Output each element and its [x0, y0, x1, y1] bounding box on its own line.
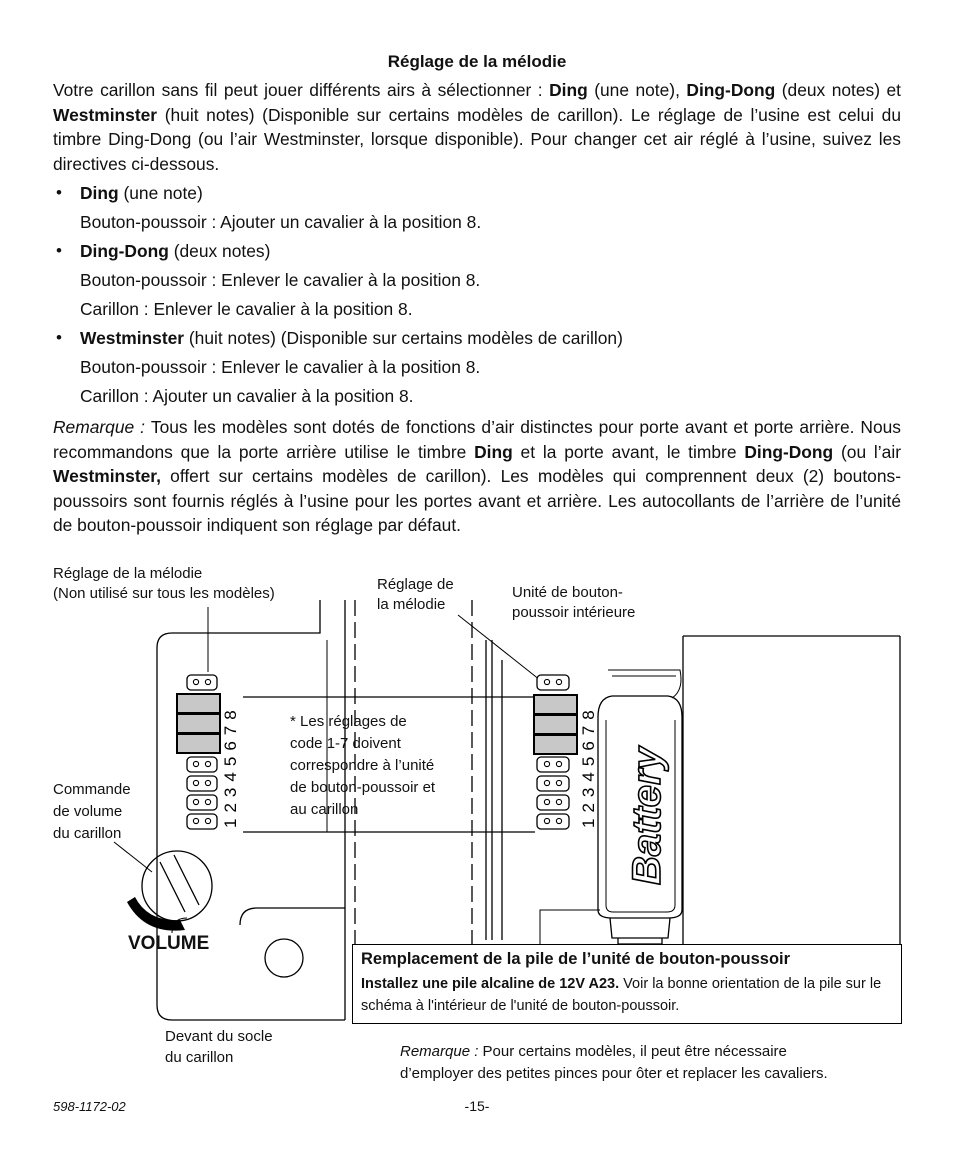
intro-paragraph: Votre carillon sans fil peut jouer différents airs à sélectionner : Ding (une note), Ding-Dong (deux notes) et Westminster (huit notes) (Disponible sur certains modèles de carillon). Le réglage de l’usine est celui du timbre Ding-Dong (ou l’air Westminster, lorsque disponible). Pour changer cet air réglé à l’usine, suivez les directives ci-dessous.: [53, 80, 901, 174]
battery-label: Battery: [625, 747, 669, 885]
page-number: -15-: [464, 1098, 490, 1114]
term-ding: Ding: [549, 80, 588, 100]
battery-replacement-box: [352, 944, 902, 1024]
right-pin-block: [534, 675, 577, 829]
term-dingdong: Ding-Dong: [686, 80, 776, 100]
section-title: Réglage de la mélodie: [387, 52, 567, 71]
label-pushbutton-unit: Unité de bouton- poussoir intérieure: [512, 584, 636, 621]
label-melody-right: Réglage de la mélodie: [377, 576, 454, 613]
bullet-dingdong: Ding-Dong (deux notes): [80, 241, 271, 261]
bullet-dingdong-line: Bouton-poussoir : Enlever le cavalier à la position 8.: [80, 270, 481, 290]
bullet-westminster-line: Bouton-poussoir : Enlever le cavalier à la position 8.: [80, 357, 481, 377]
battery-box-heading: Remplacement de la pile de l’unité de bouton-poussoir: [361, 950, 791, 968]
bullet-westminster: Westminster (huit notes) (Disponible sur certains modèles de carillon): [80, 328, 623, 348]
volume-word: VOLUME: [128, 933, 210, 954]
battery-box-text: Installez une pile alcaline de 12V A23. Voir la bonne orientation de la pile sur le schéma à l'intérieur de l'unité de bouton-poussoir.: [361, 976, 882, 1014]
label-melody-left: Réglage de la mélodie (Non utilisé sur tous les modèles): [53, 565, 275, 602]
bullet-dingdong-line: Carillon : Enlever le cavalier à la position 8.: [80, 299, 413, 319]
label-base-front: Devant du socle du carillon: [165, 1028, 273, 1066]
bullet-westminster-line: Carillon : Ajouter un cavalier à la position 8.: [80, 386, 414, 406]
right-pin-numbers: 12345678: [579, 710, 598, 828]
center-note: * Les réglages de code 1-7 doivent correspondre à l’unité de bouton-poussoir et au carillon: [290, 713, 436, 818]
bottom-remark: Remarque : Pour certains modèles, il peut être nécessaire d’employer des petites pinces pour ôter et replacer les cavaliers.: [400, 1043, 828, 1082]
doc-number: 598-1172-02: [53, 1099, 126, 1114]
left-pin-block: [177, 675, 220, 829]
label-volume-control: Commande de volume du carillon: [53, 781, 131, 842]
bullet-ding-line: Bouton-poussoir : Ajouter un cavalier à la position 8.: [80, 212, 482, 232]
remark-paragraph: Remarque : Tous les modèles sont dotés de fonctions d’air distinctes pour porte avant et porte arrière. Nous recommandons que la porte arrière utilise le timbre Ding et la porte avant, le timbre Ding-Dong (ou l’air Westminster, offert sur certains modèles de carillon). Les modèles qui comprennent deux (2) boutons-poussoirs sont fournis réglés à l’usine pour les portes avant et arrière. Les autocollants de l’arrière de l’unité de bouton-poussoir indiquent son réglage par défaut.: [53, 417, 901, 535]
bullet-ding: Ding (une note): [80, 183, 203, 203]
mounting-hole: [265, 939, 303, 977]
term-westminster: Westminster: [53, 104, 158, 125]
left-pin-numbers: 12345678: [221, 710, 240, 828]
